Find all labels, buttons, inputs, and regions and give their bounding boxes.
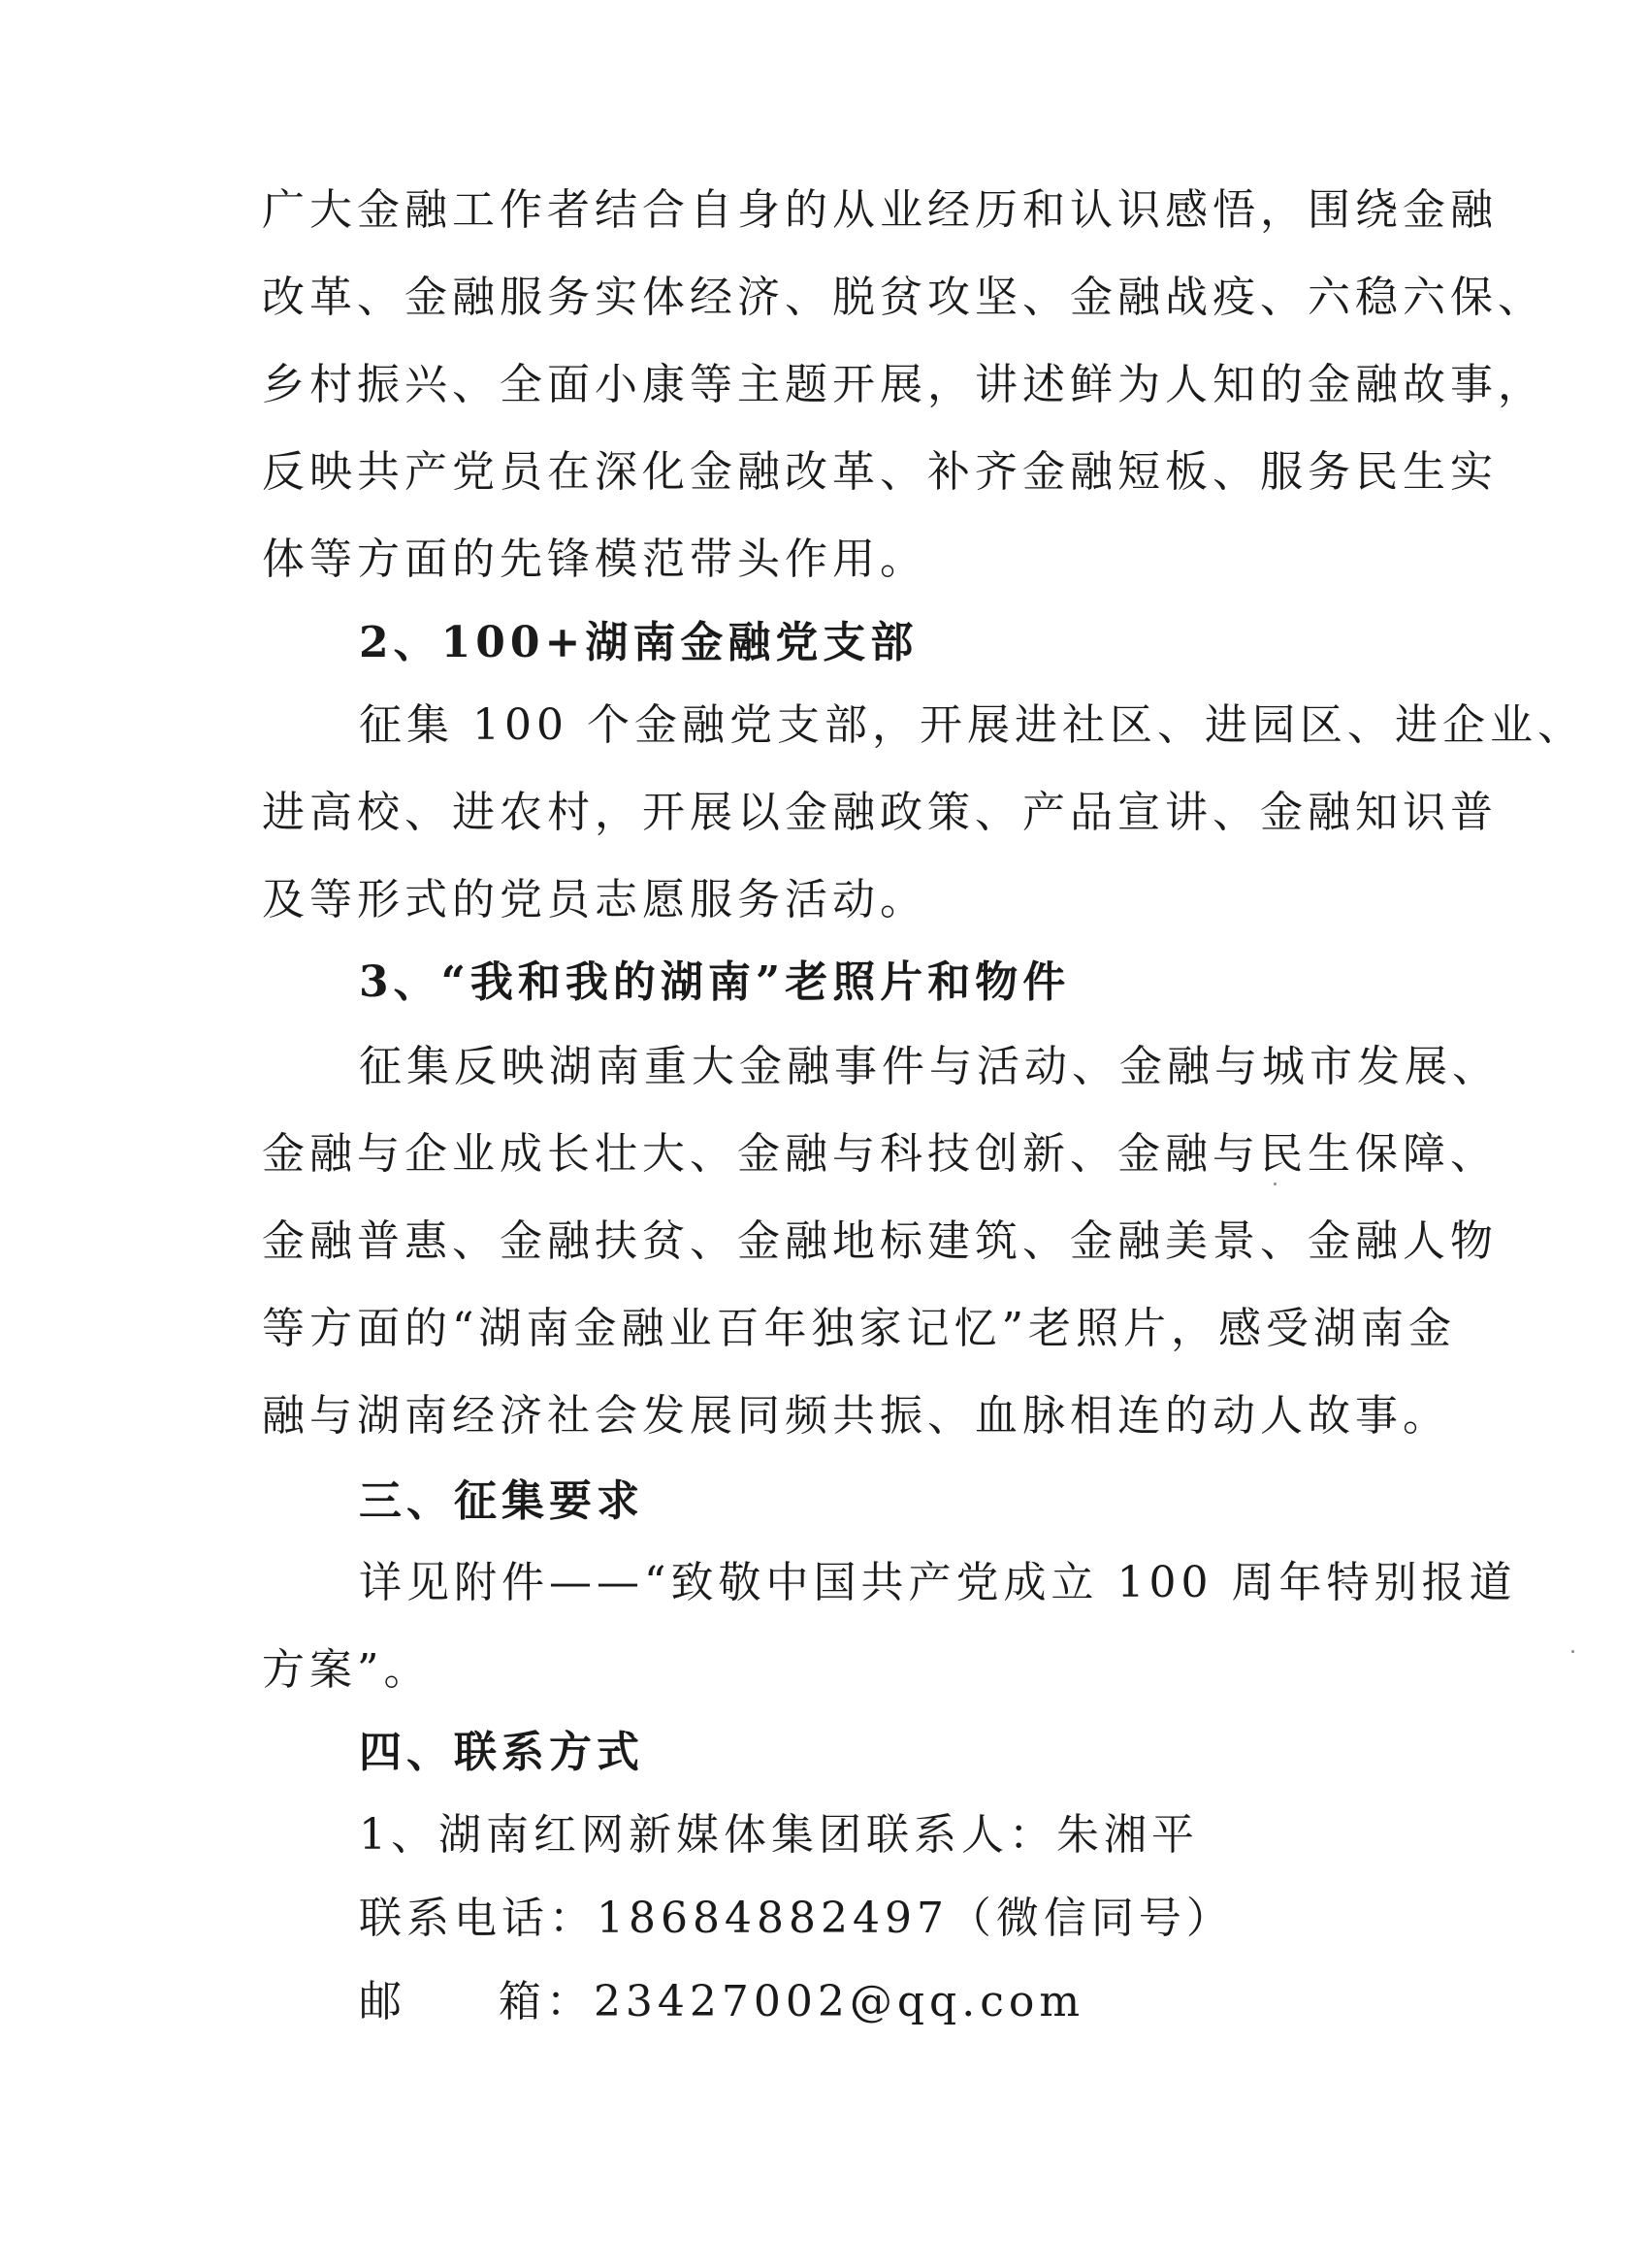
- contact-person: 1、湖南红网新媒体集团联系人：朱湘平: [359, 1810, 1199, 1860]
- item3-heading: 3、“我和我的湖南”老照片和物件: [359, 957, 1071, 1007]
- paragraph-line: 详见附件——“致敬中国共产党成立 100 周年特别报道: [359, 1558, 1517, 1607]
- paragraph-line: 乡村振兴、全面小康等主题开展，讲述鲜为人知的金融故事，: [262, 360, 1545, 409]
- paragraph-line: 反映共产党员在深化金融改革、补齐金融短板、服务民生实: [262, 447, 1498, 497]
- contact-email-label: 邮 箱：: [359, 1977, 594, 2026]
- paragraph-line: 征集 100 个金融党支部，开展进社区、进园区、进企业、: [359, 700, 1585, 750]
- paragraph-line: 体等方面的先锋模范带头作用。: [262, 535, 927, 584]
- section4-heading: 四、联系方式: [359, 1728, 644, 1777]
- paragraph-line: 进高校、进农村，开展以金融政策、产品宣讲、金融知识普: [262, 788, 1498, 837]
- contact-email-row: [359, 1973, 1397, 2031]
- paragraph-line: 征集反映湖南重大金融事件与活动、金融与城市发展、: [359, 1042, 1500, 1091]
- paragraph-line: 等方面的“湖南金融业百年独家记忆”老照片，感受湖南金: [262, 1304, 1456, 1353]
- item2-heading: 2、100+湖南金融党支部: [359, 618, 919, 667]
- paragraph-line: 广大金融工作者结合自身的从业经历和认识感悟，围绕金融: [262, 185, 1498, 235]
- scan-speck: [1571, 1650, 1574, 1653]
- paragraph-line: 金融普惠、金融扶贫、金融地标建筑、金融美景、金融人物: [262, 1216, 1498, 1266]
- paragraph-line: 金融与企业成长壮大、金融与科技创新、金融与民生保障、: [262, 1129, 1498, 1179]
- paragraph-line: 改革、金融服务实体经济、脱贫攻坚、金融战疫、六稳六保、: [262, 273, 1545, 322]
- scan-speck: [1274, 1183, 1277, 1185]
- paragraph-line: 及等形式的党员志愿服务活动。: [262, 875, 927, 924]
- paragraph-line: 融与湖南经济社会发展同频共振、血脉相连的动人故事。: [262, 1391, 1450, 1441]
- section3-heading: 三、征集要求: [359, 1476, 644, 1526]
- contact-email-address: 23427002@qq.com: [593, 1977, 1085, 2026]
- contact-phone: 联系电话：18684882497（微信同号）: [359, 1894, 1234, 1943]
- paragraph-line: 方案”。: [262, 1645, 432, 1695]
